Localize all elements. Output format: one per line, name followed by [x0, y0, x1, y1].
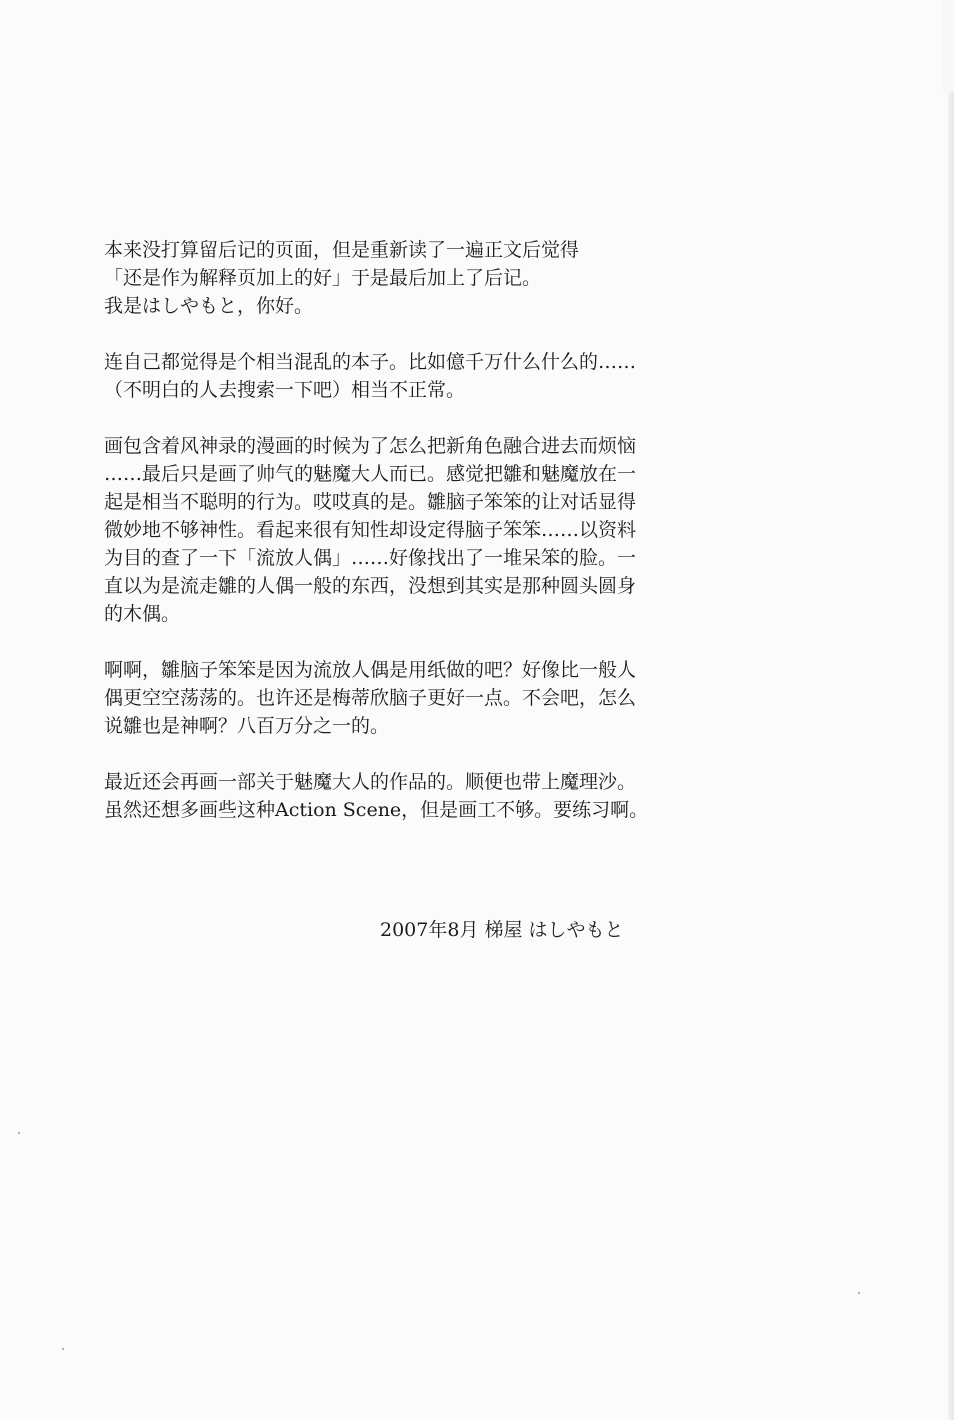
paragraph: [104, 236, 704, 320]
signature-line: 2007年8月 梯屋 はしやもと: [380, 919, 624, 941]
afterword-body: [104, 236, 704, 852]
text-line: 画包含着风神录的漫画的时候为了怎么把新角色融合进去而烦恼: [104, 435, 637, 457]
text-line: 虽然还想多画些这种Action Scene，但是画工不够。要练习啊。: [104, 799, 649, 821]
scan-shadow-top: [942, 0, 954, 92]
scan-shadow-right: [948, 92, 954, 1420]
paragraph: [104, 768, 704, 824]
text-line: 为目的查了一下「流放人偶」……好像找出了一堆呆笨的脸。一: [104, 547, 637, 569]
text-line: （不明白的人去搜索一下吧）相当不正常。: [104, 379, 466, 401]
text-line: 的木偶。: [104, 603, 181, 625]
text-line: 啊啊，雛脑子笨笨是因为流放人偶是用纸做的吧？好像比一般人: [104, 659, 637, 681]
scan-speck: [62, 1348, 64, 1350]
text-line: 连自己都觉得是个相当混乱的本子。比如億千万什么什么的……: [104, 351, 637, 373]
paragraph: [104, 348, 704, 404]
text-line: ……最后只是画了帅气的魅魔大人而已。感觉把雛和魅魔放在一: [104, 463, 637, 485]
scan-speck: [858, 1292, 860, 1294]
text-line: 我是はしやもと，你好。: [104, 295, 314, 317]
text-line: 说雛也是神啊？八百万分之一的。: [104, 715, 390, 737]
paragraph: [104, 656, 704, 740]
text-line: 「还是作为解释页加上的好」于是最后加上了后记。: [104, 267, 542, 289]
text-line: 本来没打算留后记的页面，但是重新读了一遍正文后觉得: [104, 239, 580, 261]
text-line: 起是相当不聪明的行为。哎哎真的是。雛脑子笨笨的让对话显得: [104, 491, 637, 513]
text-line: 直以为是流走雛的人偶一般的东西，没想到其实是那种圆头圆身: [104, 575, 637, 597]
text-line: 偶更空空荡荡的。也许还是梅蒂欣脑子更好一点。不会吧，怎么: [104, 687, 637, 709]
paragraph: [104, 432, 704, 628]
scan-speck: [18, 1132, 20, 1134]
text-line: 微妙地不够神性。看起来很有知性却设定得脑子笨笨……以资料: [104, 519, 637, 541]
text-line: 最近还会再画一部关于魅魔大人的作品的。顺便也带上魔理沙。: [104, 771, 637, 793]
